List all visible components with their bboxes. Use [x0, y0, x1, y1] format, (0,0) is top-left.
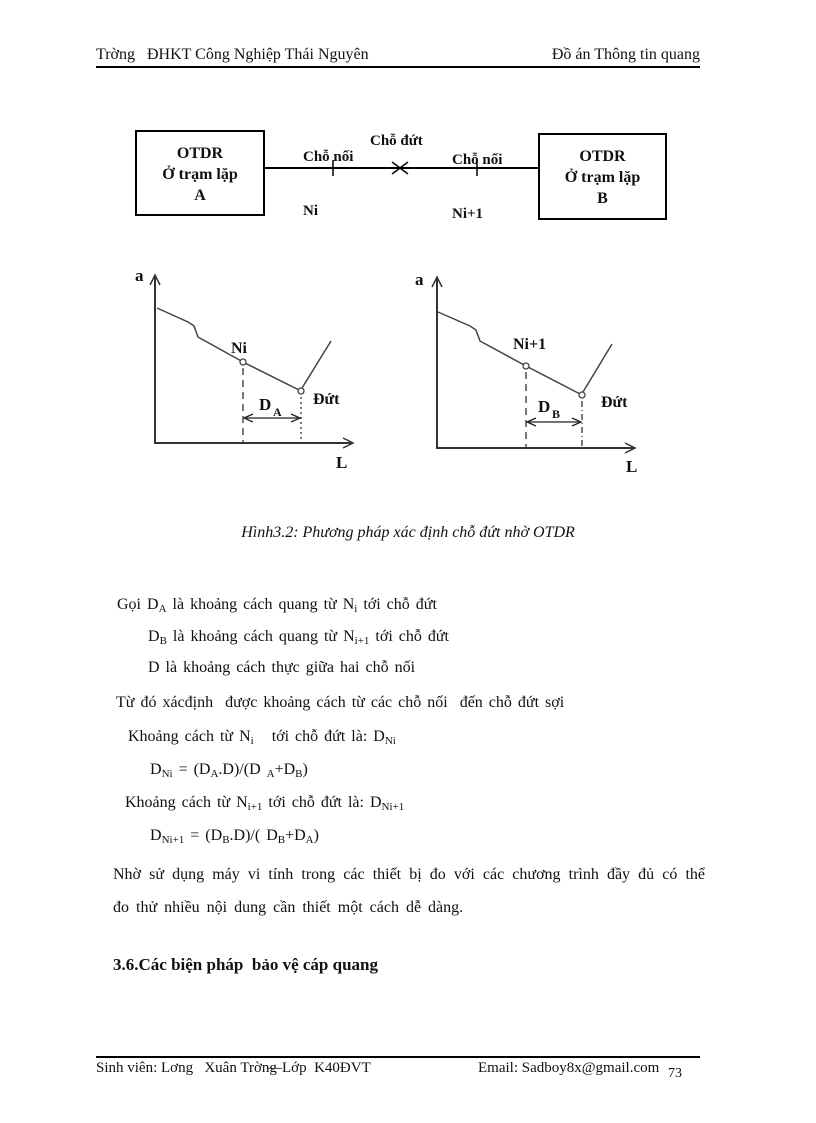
footer-class: —Lớp K40ĐVT — [267, 1060, 371, 1076]
label-splice-ni: Chỗ nối Ni — [303, 149, 354, 219]
distance-label-sub: B — [552, 407, 561, 421]
body-line-d-definition: D là khoảng cách thực giữa hai chỗ nối — [148, 659, 416, 676]
x-axis-label: L — [336, 453, 348, 472]
break-reflection-line — [302, 341, 331, 388]
distance-label-sub: A — [273, 405, 282, 419]
break-label: Đứt — [313, 391, 340, 408]
body-line-da-definition: Gọi $D_A$ là khoảng cách quang từ $N_i$ tới chỗ đứt — [117, 596, 437, 615]
otdr-box-b-line: B — [597, 190, 608, 207]
splice-point-marker — [240, 359, 246, 365]
distance-label: D — [538, 397, 551, 416]
section-heading-3-6: 3.6.Các biện pháp bảo vệ cáp quang — [113, 955, 378, 974]
break-point-marker — [579, 392, 585, 398]
attenuation-curve — [438, 312, 582, 395]
header-rule — [96, 66, 700, 68]
otdr-box-a-line: A — [194, 187, 206, 204]
attenuation-curve — [157, 308, 301, 391]
otdr-trace-graph-b — [405, 260, 650, 480]
formula-dni1: $D_{Ni+1} = (D_B.D)/$( $D_B+D_A$) — [150, 827, 319, 846]
splice-point-marker — [523, 363, 529, 369]
y-axis-label: a — [415, 270, 424, 289]
body-line-distance-ni1: Khoảng cách từ $N_{i+1}$ tới chỗ đứt là: $D_{Ni+1}$ — [125, 794, 405, 813]
otdr-box-a — [135, 130, 265, 216]
otdr-box-a-line: Ở trạm lặp — [162, 166, 238, 183]
figure-caption: Hình3.2: Phương pháp xác định chỗ đứt nhờ OTDR — [241, 524, 575, 541]
break-label: Đứt — [601, 394, 628, 411]
footer-rule — [96, 1056, 700, 1058]
label-break: Chỗ đứt — [370, 133, 423, 149]
x-axis-label: L — [626, 457, 638, 476]
header-doc-title: Đồ án Thông tin quang — [551, 46, 700, 63]
label-splice-ni1: Chỗ nối Ni+1 — [452, 152, 503, 222]
body-line-distance-ni: Khoảng cách từ $N_i$ tới chỗ đứt là: $D_{Ni}$ — [128, 728, 396, 747]
footer-email: Email: Sadboy8x@gmail.com — [478, 1060, 660, 1076]
formula-dni: $D_{Ni} = (D_A.D)/(D$ $_A+D_B$) — [150, 761, 308, 780]
body-paragraph-computer: Nhờ sử dụng máy vi tính trong các thiết bị đo với các chương trình đầy đủ có thể đo thử nhiều nội dung cần thiết một cách dễ dàng. — [113, 866, 705, 916]
header-school: Trờng ĐHKT Công Nghiệp Thái Nguyên — [96, 46, 369, 63]
node-label: Ni — [231, 340, 247, 357]
break-point-marker — [298, 388, 304, 394]
page-number: 73 — [668, 1066, 682, 1081]
body-line-db-definition: $D_B$ là khoảng cách quang từ $N_{i+1}$ tới chỗ đứt — [148, 628, 449, 647]
otdr-box-b-line: Ở trạm lặp — [564, 169, 641, 186]
footer-student-name: Sinh viên: Lơng Xuân Trờng — [96, 1060, 277, 1076]
y-axis-label: a — [135, 266, 144, 285]
node-label: Ni+1 — [513, 336, 547, 353]
otdr-trace-graph-a — [130, 260, 360, 480]
otdr-box-b — [538, 133, 667, 220]
distance-label: D — [259, 395, 272, 414]
body-line-intro: Từ đó xácđịnh được khoảng cách từ các chỗ nối đến chỗ đứt sợi — [116, 694, 565, 711]
otdr-box-b-line: OTDR — [579, 148, 626, 165]
break-reflection-line — [583, 344, 612, 392]
otdr-box-a-line: OTDR — [176, 145, 224, 162]
